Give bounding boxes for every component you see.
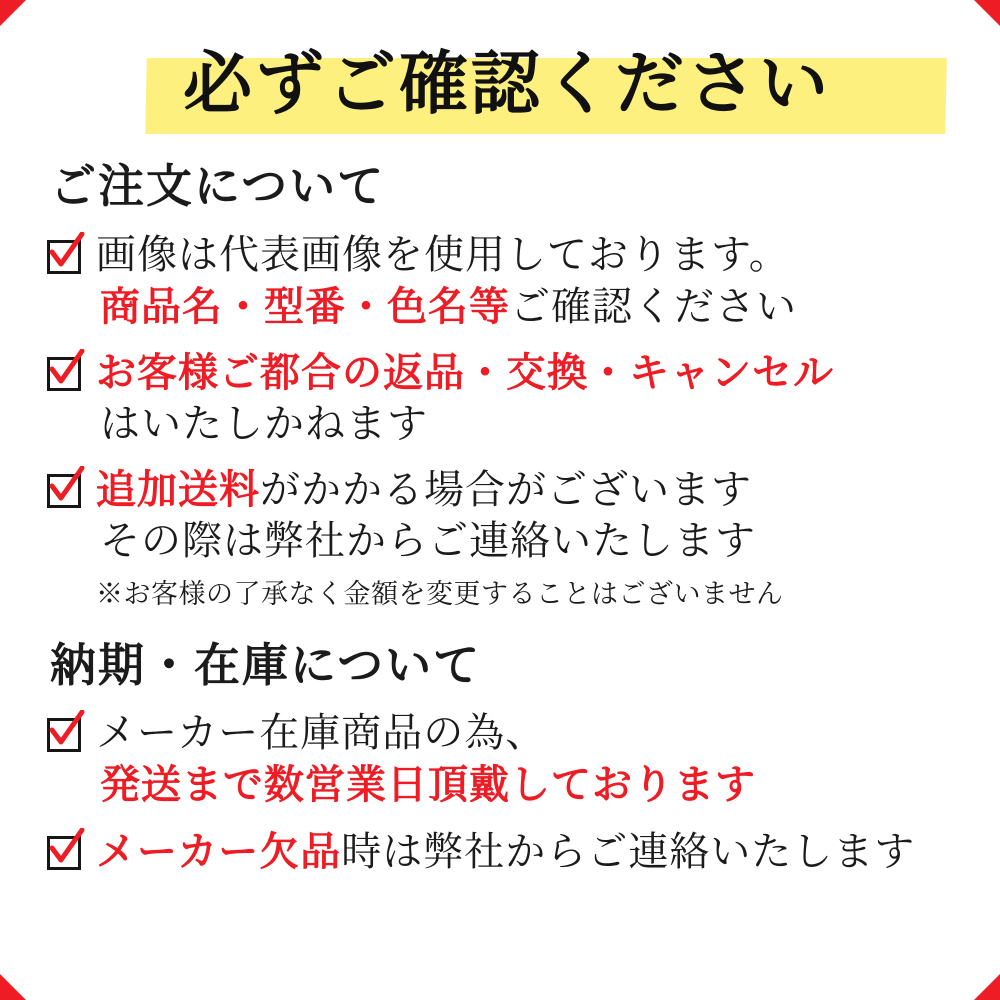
checkbox-checked-icon — [44, 353, 86, 395]
list-item-line — [96, 826, 956, 878]
list-item-line — [96, 230, 956, 281]
list-item-note: ※お客様の了承なく金額を変更することはございません — [96, 578, 784, 610]
text-run: ご確認ください — [510, 283, 797, 330]
text-run-emphasis: 発送まで数営業日頂戴しております — [100, 761, 756, 809]
text-run: その際は弊社からご連絡いたします — [100, 518, 756, 565]
text-run: はいたしかねます — [100, 401, 428, 448]
list-item — [44, 347, 956, 450]
list-item — [44, 708, 956, 811]
list-item-line — [96, 399, 956, 450]
text-run-emphasis: 商品名・型番・色名等 — [100, 282, 510, 330]
text-run-emphasis: 追加送料 — [96, 466, 260, 514]
list-item-line — [96, 759, 956, 811]
text-run-emphasis: お客様ご都合の返品・交換・キャンセル — [96, 348, 834, 396]
page-title: 必ずご確認ください — [183, 43, 831, 124]
section-heading-order: ご注文について — [50, 159, 386, 213]
list-item — [44, 230, 956, 333]
list-item-line — [96, 347, 956, 399]
list-item-line — [96, 516, 956, 567]
list-item-line — [96, 708, 956, 759]
text-run: 画像は代表画像を使用しております。 — [96, 231, 790, 278]
text-run-emphasis: メーカー欠品 — [96, 827, 342, 875]
list-item — [44, 464, 956, 610]
text-run: 時は弊社からご連絡いたします — [341, 828, 916, 875]
text-run: メーカー在庫商品の為、 — [96, 710, 547, 757]
section-delivery — [44, 637, 956, 878]
text-run: がかかる場合がございます — [260, 467, 752, 514]
list-item-line — [96, 464, 956, 516]
checkbox-checked-icon — [44, 236, 86, 278]
checkbox-checked-icon — [44, 470, 86, 512]
section-order — [44, 158, 956, 611]
page-title-block — [44, 36, 956, 132]
checkbox-checked-icon — [44, 832, 86, 874]
list-item — [44, 826, 956, 878]
list-item-line — [96, 281, 956, 333]
section-heading-delivery: 納期・在庫について — [50, 637, 482, 692]
checkbox-checked-icon — [44, 714, 86, 756]
